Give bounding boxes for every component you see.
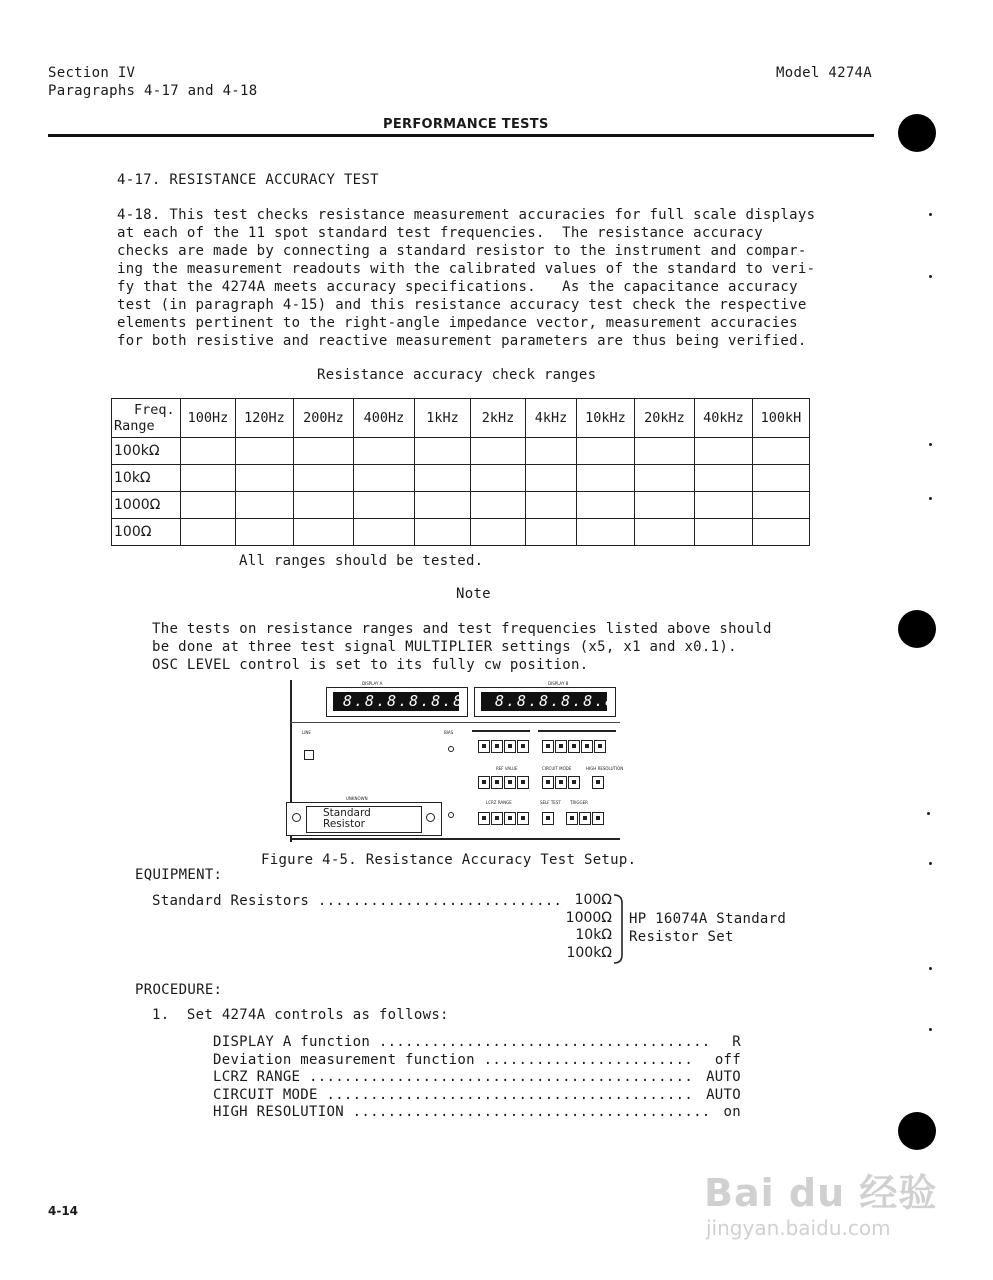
margin-speck xyxy=(929,275,932,278)
resistor-label-line2: Resistor xyxy=(323,818,365,830)
lcrz-range-button xyxy=(491,812,503,825)
table-header-row xyxy=(112,399,810,438)
unknown-terminal-right xyxy=(426,813,435,822)
note-line: OSC LEVEL control is set to its fully cw position. xyxy=(152,657,589,673)
display-b-button xyxy=(568,740,580,753)
display-b-button xyxy=(594,740,606,753)
range-label: Range xyxy=(114,418,155,434)
freq-header: 2kHz xyxy=(471,399,526,438)
margin-speck xyxy=(929,213,932,216)
setting-value: on xyxy=(723,1104,741,1120)
bias-knob xyxy=(448,746,454,752)
procedure-title: PROCEDURE: xyxy=(135,982,223,998)
equipment-title: EQUIPMENT: xyxy=(135,867,223,883)
watermark-main: Bai du 经验 xyxy=(704,1171,938,1215)
binder-hole-top xyxy=(898,114,936,152)
range-cell: 100Ω xyxy=(112,519,181,546)
lcrz-range-label: LCRZ RANGE xyxy=(486,800,512,805)
setting-name: HIGH RESOLUTION ......................................... xyxy=(213,1104,711,1120)
setting-name: Deviation measurement function ........................ xyxy=(213,1051,694,1068)
resistor-set-brace xyxy=(612,893,626,965)
high-resolution-label: HIGH RESOLUTION xyxy=(586,766,624,771)
circuit-mode-label: CIRCUIT MODE xyxy=(542,766,572,771)
resistor-value: 100kΩ xyxy=(566,944,612,961)
figure-caption: Figure 4-5. Resistance Accuracy Test Setup. xyxy=(261,852,637,868)
freq-header: 100Hz xyxy=(181,399,236,438)
binder-hole-bottom xyxy=(898,1112,936,1150)
setting-value: AUTO xyxy=(706,1086,741,1103)
freq-header: 120Hz xyxy=(236,399,294,438)
ref-value-button xyxy=(517,776,529,789)
trigger-button xyxy=(579,812,591,825)
table-row xyxy=(112,465,810,492)
resistor-value-list xyxy=(560,892,612,962)
margin-speck xyxy=(929,1028,932,1031)
intro-line: ing the measurement readouts with the calibrated values of the standard to veri- xyxy=(117,261,816,277)
margin-speck xyxy=(929,862,932,865)
high-resolution-button xyxy=(592,776,604,789)
ref-value-label: REF VALUE xyxy=(496,766,518,771)
setting-row xyxy=(213,1086,741,1104)
intro-paragraph xyxy=(117,206,815,350)
instrument-front-panel xyxy=(286,680,624,842)
freq-header: 400Hz xyxy=(354,399,415,438)
unknown-terminal-left xyxy=(292,813,301,822)
header-rule xyxy=(48,134,874,137)
all-ranges-text: All ranges should be tested. xyxy=(239,553,484,569)
panel-divider xyxy=(290,722,620,723)
line-switch xyxy=(304,750,314,760)
intro-line: 4-18. This test checks resistance measurement accuracies for full scale displays xyxy=(117,207,816,223)
display-a-label: DISPLAY A xyxy=(362,681,383,686)
settings-list xyxy=(213,1033,741,1121)
display-b-screen xyxy=(481,692,617,711)
display-b-digits: 8.8.8.8.8.8 xyxy=(495,692,617,710)
performance-tests-banner: PERFORMANCE TESTS xyxy=(383,117,549,132)
ref-value-button xyxy=(491,776,503,789)
display-a-button xyxy=(504,740,516,753)
intro-line: fy that the 4274A meets accuracy specifications. As the capacitance accuracy xyxy=(117,279,798,295)
panel-bottom-edge xyxy=(290,838,620,840)
resistor-value: 1000Ω xyxy=(565,909,612,926)
setting-row xyxy=(213,1051,741,1069)
table-row xyxy=(112,492,810,519)
lcrz-range-button xyxy=(478,812,490,825)
intro-line: test (in paragraph 4-15) and this resistance accuracy test check the respective xyxy=(117,297,807,313)
setting-row xyxy=(213,1033,741,1051)
display-a-window xyxy=(326,687,468,717)
display-b-button xyxy=(581,740,593,753)
intro-line: at each of the 11 spot standard test frequencies. The resistance accuracy xyxy=(117,225,763,241)
setting-name: DISPLAY A function ...................................... xyxy=(213,1034,711,1050)
bias-label: BIAS xyxy=(444,730,454,735)
circuit-mode-button xyxy=(542,776,554,789)
watermark-sub: jingyan.baidu.com xyxy=(706,1216,891,1240)
display-b-button xyxy=(542,740,554,753)
ref-value-button xyxy=(478,776,490,789)
paragraphs-label: Paragraphs 4-17 and 4-18 xyxy=(48,83,258,99)
resistor-label-line1: Standard xyxy=(323,807,371,819)
setting-name: LCRZ RANGE ............................................ xyxy=(213,1069,694,1085)
dc-terminal xyxy=(448,812,454,818)
lcrz-range-button xyxy=(517,812,529,825)
setting-value: AUTO xyxy=(706,1069,741,1085)
range-cell: 10kΩ xyxy=(112,465,181,492)
note-line: be done at three test signal MULTIPLIER settings (x5, x1 and x0.1). xyxy=(152,639,737,655)
resistor-value: 100Ω xyxy=(574,892,612,908)
binder-hole-middle xyxy=(898,610,936,648)
trigger-label: TRIGGER xyxy=(570,800,588,805)
range-cell: 1000Ω xyxy=(112,492,181,519)
display-a-screen xyxy=(333,692,465,711)
freq-header: 1kHz xyxy=(415,399,471,438)
freq-header: 20kHz xyxy=(635,399,695,438)
intro-line: for both resistive and reactive measurement parameters are thus being verified. xyxy=(117,333,807,349)
display-a-button xyxy=(517,740,529,753)
note-paragraph xyxy=(152,620,772,674)
display-b-button xyxy=(555,740,567,753)
setting-row xyxy=(213,1068,741,1086)
intro-line: checks are made by connecting a standard resistor to the instrument and compar- xyxy=(117,243,807,259)
margin-speck xyxy=(929,443,932,446)
procedure-step-1: 1. Set 4274A controls as follows: xyxy=(152,1007,449,1023)
resistor-body xyxy=(306,806,422,833)
note-title: Note xyxy=(456,586,491,602)
freq-label: Freq. xyxy=(134,402,175,418)
margin-speck xyxy=(929,497,932,500)
display-a-button xyxy=(478,740,490,753)
resistor-set-name-line2: Resistor Set xyxy=(629,929,734,945)
freq-header: 10kHz xyxy=(577,399,635,438)
display-a-button xyxy=(491,740,503,753)
lcrz-range-button xyxy=(504,812,516,825)
freq-header: 200Hz xyxy=(294,399,354,438)
table-row xyxy=(112,438,810,465)
display-a-digits: 8.8.8.8.8.8 xyxy=(343,692,465,710)
freq-header: 4kHz xyxy=(526,399,577,438)
resistor-set-name-line1: HP 16074A Standard xyxy=(629,911,787,927)
note-line: The tests on resistance ranges and test frequencies listed above should xyxy=(152,621,772,637)
setting-value: off xyxy=(714,1051,741,1068)
margin-speck xyxy=(929,967,932,970)
freq-header: 40kHz xyxy=(695,399,753,438)
model-label: Model 4274A xyxy=(776,65,873,81)
resistor-value: 10kΩ xyxy=(575,927,612,943)
resistance-ranges-table xyxy=(111,398,810,546)
table-caption: Resistance accuracy check ranges xyxy=(317,367,597,383)
unknown-label: UNKNOWN xyxy=(346,796,368,801)
section-heading: 4-17. RESISTANCE ACCURACY TEST xyxy=(117,172,379,188)
table-row xyxy=(112,519,810,546)
freq-header: 100kH xyxy=(753,399,810,438)
standard-resistors-label: Standard Resistors ............................ xyxy=(152,893,563,909)
trigger-button xyxy=(592,812,604,825)
section-label: Section IV xyxy=(48,65,136,81)
line-label: LINE xyxy=(302,730,311,735)
self-test-button xyxy=(542,812,554,825)
setting-row xyxy=(213,1103,741,1121)
table-corner-cell xyxy=(112,399,181,438)
margin-speck xyxy=(927,812,930,815)
setting-name: CIRCUIT MODE .......................................... xyxy=(213,1086,694,1103)
circuit-mode-button xyxy=(555,776,567,789)
page-number: 4-14 xyxy=(48,1204,79,1218)
display-b-label: DISPLAY B xyxy=(548,681,569,686)
circuit-mode-button xyxy=(568,776,580,789)
setting-value: R xyxy=(732,1034,741,1050)
range-cell: 100kΩ xyxy=(112,438,181,465)
display-b-window xyxy=(474,687,616,717)
ref-value-button xyxy=(504,776,516,789)
self-test-label: SELF TEST xyxy=(540,800,561,805)
intro-line: elements pertinent to the right-angle impedance vector, measurement accuracies xyxy=(117,315,798,331)
trigger-button xyxy=(566,812,578,825)
